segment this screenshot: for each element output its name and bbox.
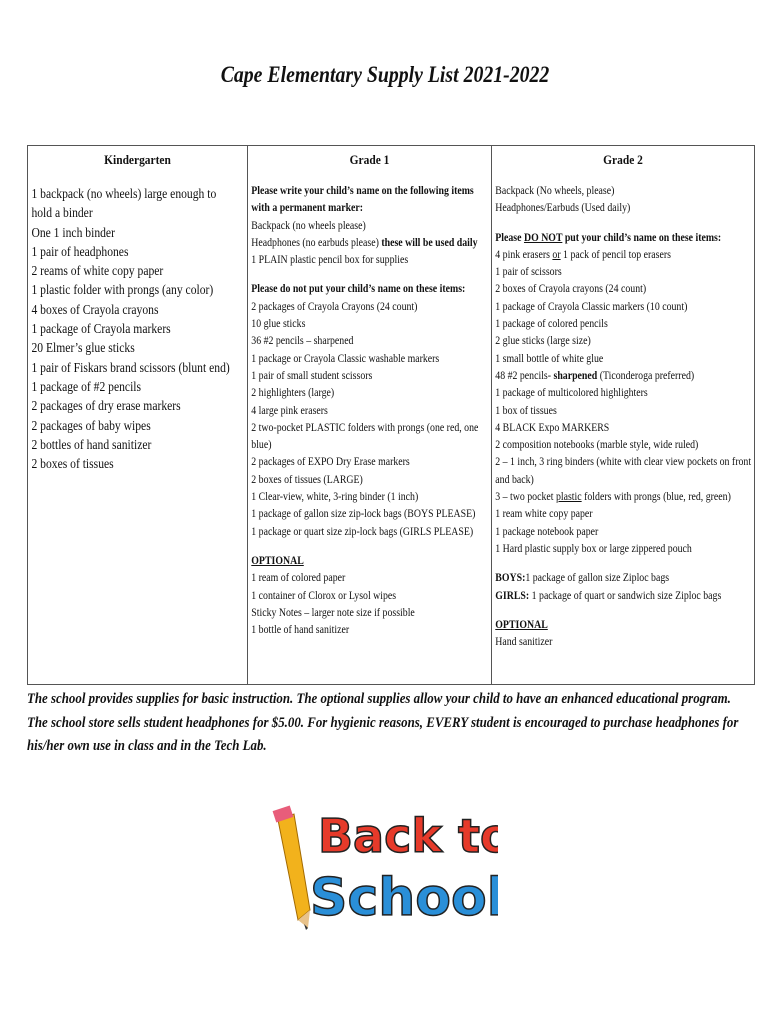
list-item: 1 PLAIN plastic pencil box for supplies (251, 252, 409, 267)
list-item: 1 package notebook paper (495, 523, 599, 538)
logo-graphic (258, 800, 498, 940)
list-item: 4 boxes of Crayola crayons (31, 301, 159, 317)
logo-text-back: Back to (318, 809, 498, 863)
page-title: Cape Elementary Supply List 2021-2022 (220, 62, 550, 87)
list-item: 1 package of Crayola Classic markers (10 count) (495, 298, 688, 313)
grade2-header: Grade 2 (603, 152, 643, 167)
list-item: 1 plastic folder with prongs (any color) (31, 282, 214, 298)
kindergarten-list (28, 184, 238, 473)
grade1-no-name-note: Please do not put your child’s name on these items: (251, 281, 466, 296)
grade2-column (491, 146, 754, 684)
list-item: 1 package of multicolored highlighters (495, 385, 648, 400)
list-item: 2 – 1 inch, 3 ring binders (white with clear view pockets on front and back) (495, 454, 752, 486)
list-item: 1 pair of scissors (495, 264, 562, 279)
pencil-icon (273, 806, 310, 930)
grade2-no-name-note: Please DO NOT put your child’s name on these items: (495, 229, 722, 244)
grade1-name-note: Please write your child’s name on the following items with a permanent marker: (251, 183, 474, 215)
list-item: 1 package of gallon size zip-lock bags (BOYS PLEASE) (251, 506, 476, 521)
logo-text-school: School (310, 868, 498, 928)
list-item: 1 pair of small student scissors (251, 367, 373, 382)
list-item: 2 packages of baby wipes (31, 417, 151, 433)
list-item: 36 #2 pencils – sharpened (251, 333, 354, 348)
list-item: 2 bottles of hand sanitizer (31, 436, 152, 452)
list-item: 1 package or Crayola Classic washable markers (251, 350, 440, 365)
list-item: 48 #2 pencils- sharpened (Ticonderoga preferred) (495, 367, 695, 382)
list-item: 4 BLACK Expo MARKERS (495, 419, 610, 434)
list-item: Backpack (No wheels, please) (495, 183, 615, 197)
list-item: 2 composition notebooks (marble style, wide ruled) (495, 437, 699, 452)
list-item: 1 ream of colored paper (251, 570, 346, 585)
list-item: 1 package of #2 pencils (31, 378, 142, 394)
list-item: 1 Hard plastic supply box or large zippered pouch (495, 540, 692, 555)
list-item: 2 boxes of tissues (LARGE) (251, 471, 363, 486)
list-item: 1 ream white copy paper (495, 506, 593, 521)
list-item: 1 package of Crayola markers (31, 321, 171, 337)
list-item: 2 boxes of Crayola crayons (24 count) (495, 281, 647, 296)
grade2-list (492, 182, 751, 650)
list-item: Backpack (no wheels please) (251, 217, 366, 232)
supply-table (27, 145, 755, 685)
list-item: 1 package of colored pencils (495, 316, 608, 331)
girls-item: GIRLS: 1 package of quart or sandwich size Ziploc bags (495, 587, 722, 602)
list-item: 2 boxes of tissues (31, 456, 114, 472)
list-item: 2 glue sticks (large size) (495, 333, 591, 348)
boys-item: BOYS:1 package of gallon size Ziploc bags (495, 570, 670, 585)
list-item: One 1 inch binder (31, 224, 115, 240)
list-item: 1 box of tissues (495, 402, 557, 417)
grade1-optional-label: OPTIONAL (251, 552, 304, 567)
list-item: 2 highlighters (large) (251, 385, 335, 400)
grade2-optional-label: OPTIONAL (495, 616, 548, 631)
list-item: 1 package or quart size zip-lock bags (GIRLS PLEASE) (251, 523, 474, 538)
list-item: 1 bottle of hand sanitizer (251, 622, 350, 637)
list-item: 10 glue sticks (251, 316, 306, 331)
kindergarten-column (28, 146, 247, 684)
back-to-school-logo (258, 800, 498, 940)
list-item: 4 pink erasers or 1 pack of pencil top erasers (495, 246, 671, 261)
list-item: Sticky Notes – larger note size if possible (251, 604, 415, 619)
list-item: 2 packages of EXPO Dry Erase markers (251, 454, 410, 469)
kindergarten-header: Kindergarten (104, 152, 171, 167)
list-item: 1 pair of headphones (31, 243, 129, 259)
grade1-column (247, 146, 491, 684)
list-item: Headphones (no earbuds please) these will be used daily (251, 234, 478, 249)
list-item: 1 pair of Fiskars brand scissors (blunt end) (31, 359, 230, 375)
list-item: 1 small bottle of white glue (495, 350, 604, 365)
list-item: 3 – two pocket plastic folders with prongs (blue, red, green) (495, 489, 731, 504)
grade1-header: Grade 1 (349, 152, 390, 167)
list-item: 4 large pink erasers (251, 402, 328, 417)
list-item: 1 backpack (no wheels) large enough to hold a binder (31, 186, 217, 221)
list-item: Headphones/Earbuds (Used daily) (495, 200, 631, 215)
list-item: 2 packages of Crayola Crayons (24 count) (251, 298, 418, 313)
list-item: 1 Clear-view, white, 3-ring binder (1 inch) (251, 489, 419, 504)
list-item: Hand sanitizer (495, 634, 553, 649)
footer-note: The school provides supplies for basic instruction. The optional supplies allow your child to have an enhanced educational program. The school store sells student headphones for $5.00. For hygienic reasons, EVERY student is encouraged to purchase headphones for his/her own use in class and in the Tech Lab. (27, 691, 739, 754)
list-item: 20 Elmer’s glue sticks (31, 340, 135, 356)
list-item: 2 two-pocket PLASTIC folders with prongs (one red, one blue) (251, 419, 479, 452)
list-item: 2 packages of dry erase markers (31, 398, 181, 414)
list-item: 2 reams of white copy paper (31, 263, 164, 279)
grade1-list (248, 182, 489, 638)
list-item: 1 container of Clorox or Lysol wipes (251, 587, 397, 602)
